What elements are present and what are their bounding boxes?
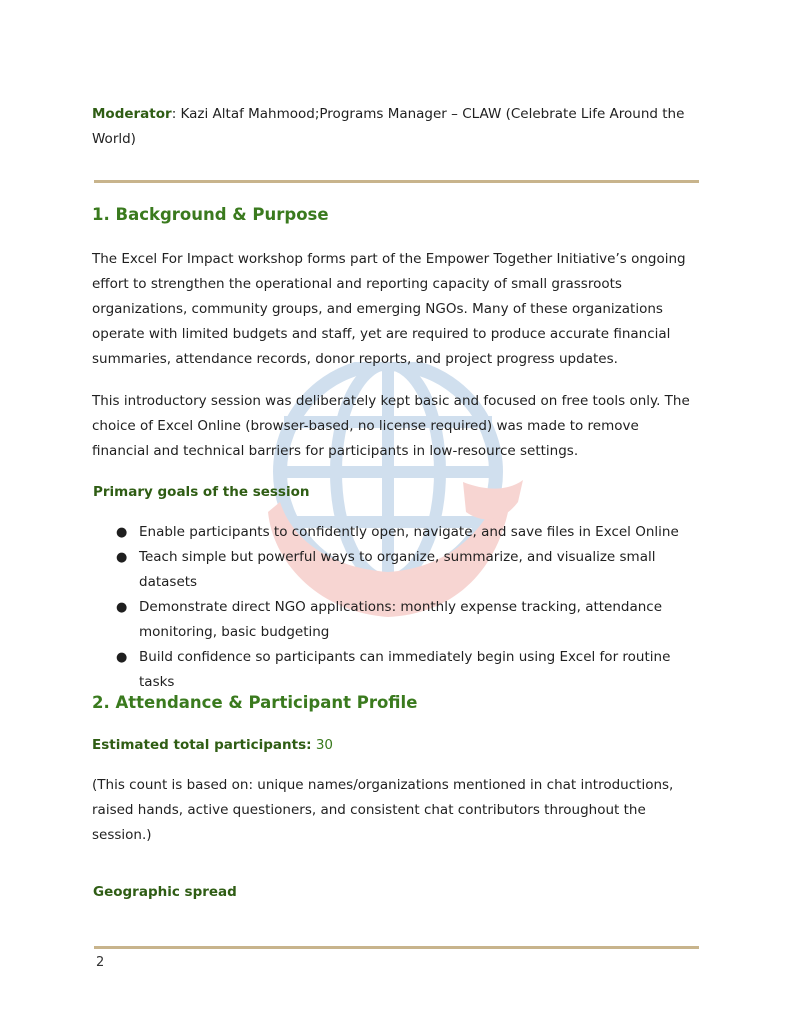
total-participants-label: Estimated total participants: xyxy=(92,737,312,753)
moderator-label: Moderator xyxy=(92,106,172,122)
total-participants-value: 30 xyxy=(315,737,334,753)
list-item: ● Demonstrate direct NGO applications: monthly expense tracking, attendance monitoring, basic budgeting xyxy=(92,595,698,645)
moderator-line xyxy=(92,102,698,152)
section1-heading: 1. Background & Purpose xyxy=(92,205,329,224)
bullet-icon: ● xyxy=(116,550,128,565)
goals-heading: Primary goals of the session xyxy=(93,484,310,500)
goals-list xyxy=(92,520,698,695)
attendance-note: (This count is based on: unique names/organizations mentioned in chat introductions, raised hands, active questioners, and consistent chat contributors throughout the session.) xyxy=(92,777,674,843)
section1-paragraph-1: The Excel For Impact workshop forms part of the Empower Together Initiative’s ongoing effort to strengthen the operational and reporting capacity of small grassroots organizations, community groups, and emerging NGOs. Many of these organizations operate with limited budgets and staff, yet are required to produce accurate financial summaries, attendance records, donor reports, and project progress updates. xyxy=(92,251,686,367)
list-item: ● Build confidence so participants can immediately begin using Excel for routine tasks xyxy=(92,645,698,695)
total-participants-line xyxy=(92,733,698,758)
bullet-icon: ● xyxy=(116,650,128,665)
footer-divider xyxy=(94,946,699,949)
bullet-icon: ● xyxy=(116,525,128,540)
bullet-icon: ● xyxy=(116,600,128,615)
list-item: ● Teach simple but powerful ways to organize, summarize, and visualize small datasets xyxy=(92,545,698,595)
page-number: 2 xyxy=(96,955,105,970)
section2-heading: 2. Attendance & Participant Profile xyxy=(92,693,418,712)
list-item: ● Enable participants to confidently open, navigate, and save files in Excel Online xyxy=(92,520,698,545)
top-divider xyxy=(94,180,699,183)
geographic-spread-heading: Geographic spread xyxy=(93,884,237,900)
section1-paragraph-2: This introductory session was deliberately kept basic and focused on free tools only. The choice of Excel Online (browser-based, no license required) was made to remove financial and technical barriers for participants in low-resource settings. xyxy=(92,393,690,459)
moderator-text: : Kazi Altaf Mahmood;Programs Manager – CLAW (Celebrate Life Around the World) xyxy=(92,106,685,147)
